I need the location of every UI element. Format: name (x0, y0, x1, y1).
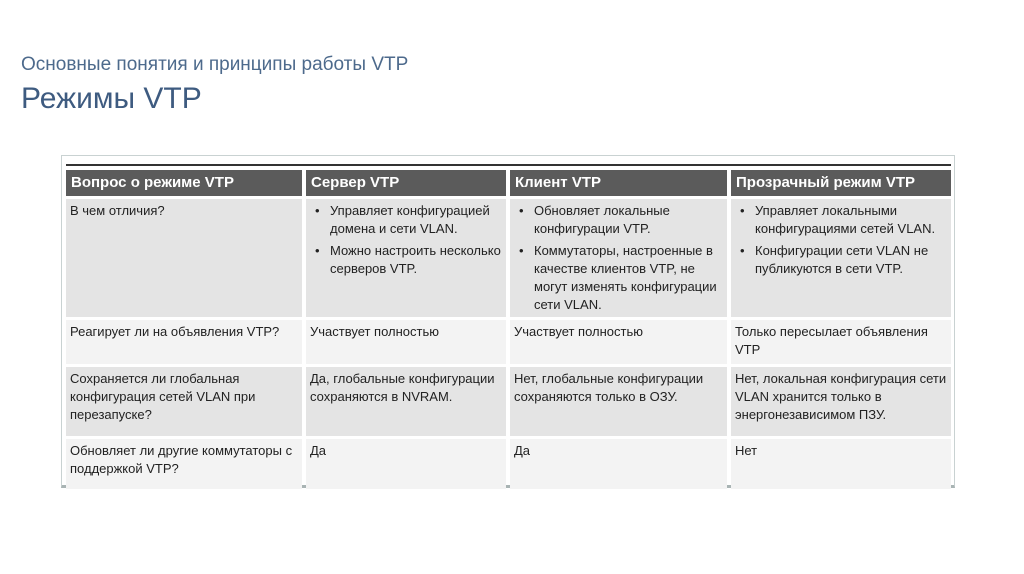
cell-server (306, 199, 506, 317)
header-server: Сервер VTP (306, 170, 506, 196)
list-item: • Коммутаторы, настроенные в качестве клиентов VTP, не могут изменять конфигурации сети VLAN. (534, 242, 723, 314)
list-item: • Управляет конфигурацией домена и сети VLAN. (330, 202, 502, 238)
header-transparent: Прозрачный режим VTP (731, 170, 951, 196)
cell-client: Нет, глобальные конфигурации сохраняются только в ОЗУ. (510, 367, 727, 436)
cell-client (510, 199, 727, 317)
list-item: • Управляет локальными конфигурациями сетей VLAN. (755, 202, 947, 238)
cell-server: Да (306, 439, 506, 489)
cell-question: В чем отличия? (66, 199, 302, 317)
cell-transparent: Нет, локальная конфигурация сети VLAN хранится только в энергонезависимом ПЗУ. (731, 367, 951, 436)
list-item: • Можно настроить несколько серверов VTP. (330, 242, 502, 278)
table-top-rule (66, 164, 951, 166)
cell-question: Сохраняется ли глобальная конфигурация сетей VLAN при перезапуске? (66, 367, 302, 436)
cell-transparent: Нет (731, 439, 951, 489)
cell-client: Да (510, 439, 727, 489)
cell-transparent (731, 199, 951, 317)
list-item: • Конфигурации сети VLAN не публикуются в сети VTP. (755, 242, 947, 278)
cell-question: Обновляет ли другие коммутаторы с поддержкой VTP? (66, 439, 302, 489)
slide-title: Режимы VTP (21, 82, 202, 115)
cell-transparent: Только пересылает объявления VTP (731, 320, 951, 364)
header-question: Вопрос о режиме VTP (66, 170, 302, 196)
slide-subtitle: Основные понятия и принципы работы VTP (21, 54, 409, 75)
list-item: • Обновляет локальные конфигурации VTP. (534, 202, 723, 238)
cell-client: Участвует полностью (510, 320, 727, 364)
cell-question: Реагирует ли на объявления VTP? (66, 320, 302, 364)
cell-server: Участвует полностью (306, 320, 506, 364)
vtp-modes-table (66, 170, 951, 489)
header-client: Клиент VTP (510, 170, 727, 196)
cell-server: Да, глобальные конфигурации сохраняются в NVRAM. (306, 367, 506, 436)
